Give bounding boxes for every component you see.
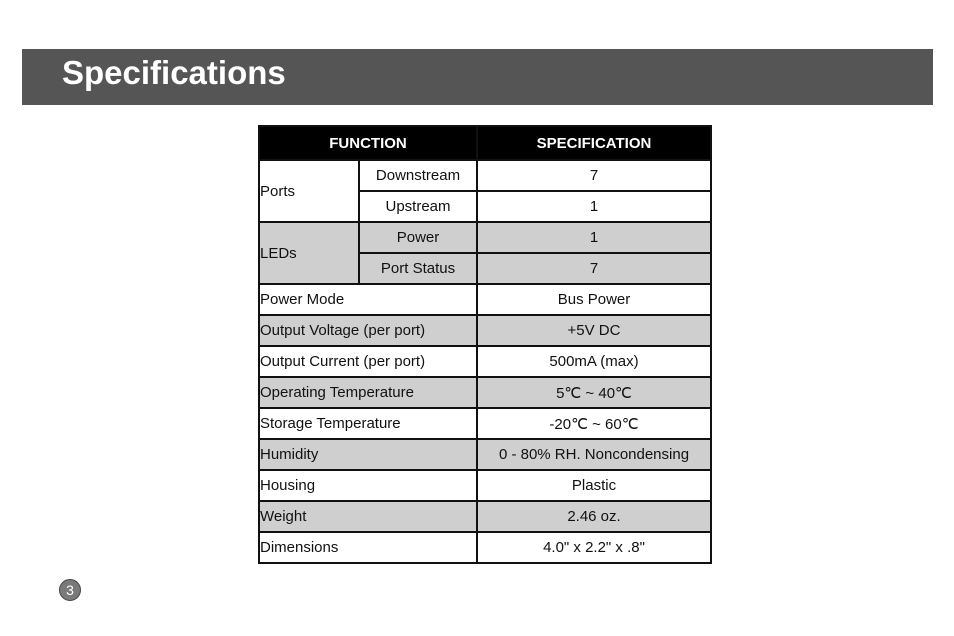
table-row-output-current xyxy=(259,346,711,377)
sub-label-power: Power xyxy=(359,222,477,253)
specifications-table xyxy=(258,125,712,564)
row-label-housing: Housing xyxy=(259,470,477,501)
table-row-humidity xyxy=(259,439,711,470)
value-dimensions: 4.0" x 2.2" x .8" xyxy=(477,532,711,563)
value-storage-temperature: -20℃ ~ 60℃ xyxy=(477,408,711,439)
value-power: 1 xyxy=(477,222,711,253)
value-power-mode: Bus Power xyxy=(477,284,711,315)
sub-label-upstream: Upstream xyxy=(359,191,477,222)
value-upstream: 1 xyxy=(477,191,711,222)
row-label-power-mode: Power Mode xyxy=(259,284,477,315)
value-operating-temperature: 5℃ ~ 40℃ xyxy=(477,377,711,408)
table-row-ports-downstream xyxy=(259,160,711,191)
page-number-badge: 3 xyxy=(59,579,81,601)
sub-label-port-status: Port Status xyxy=(359,253,477,284)
row-label-leds: LEDs xyxy=(259,222,359,284)
row-label-humidity: Humidity xyxy=(259,439,477,470)
column-header-specification: SPECIFICATION xyxy=(477,126,711,160)
table-row-operating-temperature xyxy=(259,377,711,408)
table-row-storage-temperature xyxy=(259,408,711,439)
value-humidity: 0 - 80% RH. Noncondensing xyxy=(477,439,711,470)
value-weight: 2.46 oz. xyxy=(477,501,711,532)
value-output-voltage: +5V DC xyxy=(477,315,711,346)
value-downstream: 7 xyxy=(477,160,711,191)
table-row-housing xyxy=(259,470,711,501)
value-port-status: 7 xyxy=(477,253,711,284)
row-label-ports: Ports xyxy=(259,160,359,222)
table-row-output-voltage xyxy=(259,315,711,346)
row-label-operating-temperature: Operating Temperature xyxy=(259,377,477,408)
table-header-row xyxy=(259,126,711,160)
value-housing: Plastic xyxy=(477,470,711,501)
column-header-function: FUNCTION xyxy=(259,126,477,160)
table-row-weight xyxy=(259,501,711,532)
table-row-leds-power xyxy=(259,222,711,253)
page-title: Specifications xyxy=(62,54,286,91)
table-row-power-mode xyxy=(259,284,711,315)
value-output-current: 500mA (max) xyxy=(477,346,711,377)
section-header-bar xyxy=(22,49,933,105)
row-label-storage-temperature: Storage Temperature xyxy=(259,408,477,439)
row-label-weight: Weight xyxy=(259,501,477,532)
table-row-dimensions xyxy=(259,532,711,563)
sub-label-downstream: Downstream xyxy=(359,160,477,191)
row-label-dimensions: Dimensions xyxy=(259,532,477,563)
row-label-output-current: Output Current (per port) xyxy=(259,346,477,377)
row-label-output-voltage: Output Voltage (per port) xyxy=(259,315,477,346)
